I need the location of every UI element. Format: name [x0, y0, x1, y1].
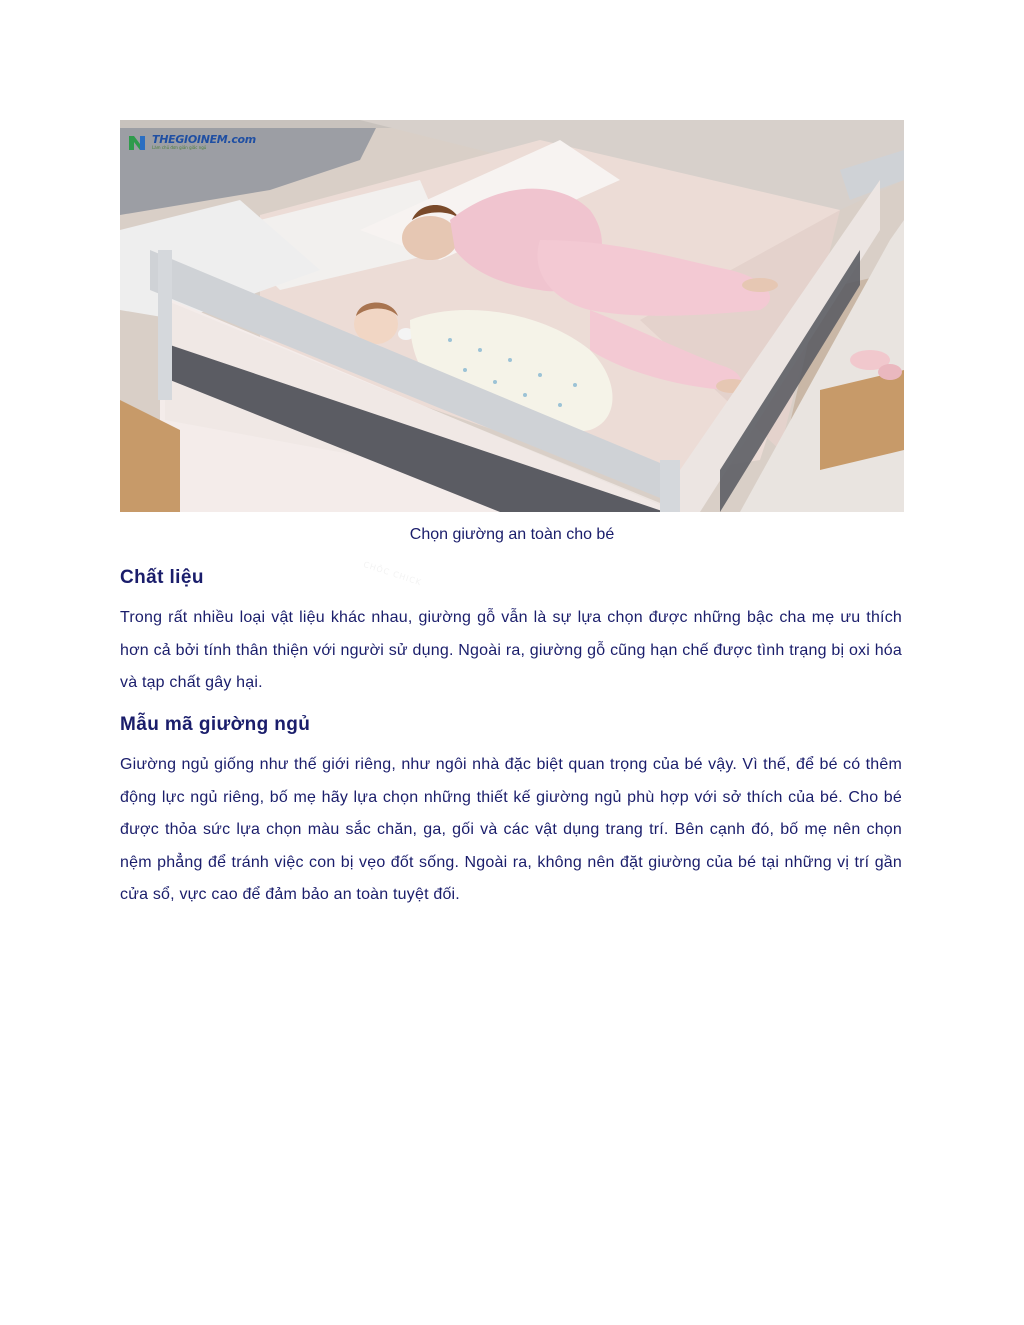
logo-wordmark: THEGIOINEM.com — [152, 133, 256, 146]
brand-logo — [126, 128, 254, 156]
rail-brand-label: CHÔC CHICK — [362, 560, 423, 588]
section-body-material: Trong rất nhiều loại vật liệu khác nhau, giường gỗ vẫn là sự lựa chọn được những bậc cha mẹ ưu thích hơn cả bởi tính thân thiện với người sử dụng. Ngoài ra, giường gỗ cũng hạn chế được tình trạng bị oxi hóa và tạp chất gây hại. — [120, 609, 902, 692]
section-heading-material: Chất liệu — [120, 567, 204, 588]
section-heading-design: Mẫu mã giường ngủ — [120, 714, 311, 735]
bed-illustration — [120, 120, 904, 512]
section-body-design: Giường ngủ giống như thế giới riêng, như ngôi nhà đặc biệt quan trọng của bé vậy. Vì thế, để bé có thêm động lực ngủ riêng, bố mẹ hãy lựa chọn những thiết kế giường ngủ phù hợp với sở thích của bé. Cho bé được thỏa sức lựa chọn màu sắc chăn, ga, gối và các vật dụng trang trí. Bên cạnh đó, bố mẹ nên chọn nệm phẳng để tránh việc con bị vẹo đốt sống. Ngoài ra, không nên đặt giường của bé tại những vị trí gần cửa sổ, vực cao để đảm bảo an toàn tuyệt đối. — [120, 756, 902, 904]
logo-icon — [126, 131, 148, 153]
figure-caption: Chọn giường an toàn cho bé — [409, 526, 615, 543]
logo-tagline: Làm chủ đơn giản giấc ngủ — [152, 145, 207, 150]
